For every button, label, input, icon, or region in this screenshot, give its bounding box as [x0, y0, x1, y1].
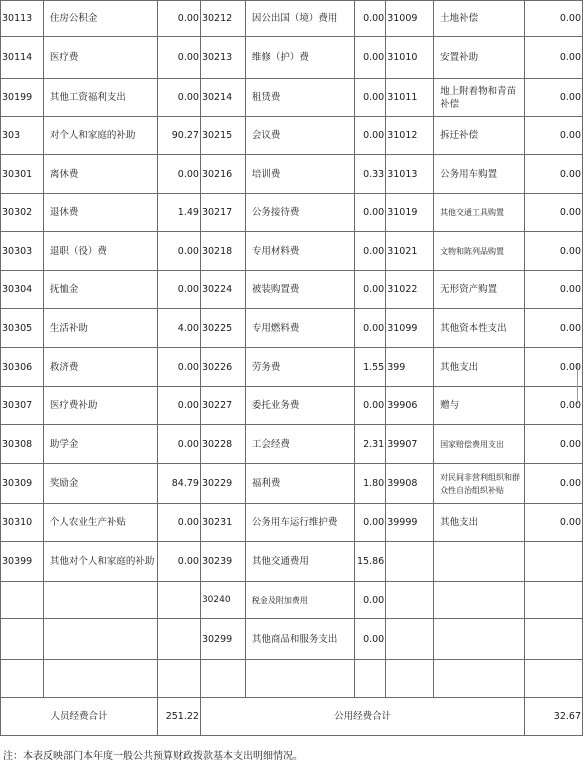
item-name-cell [434, 582, 525, 619]
edge-divider [577, 364, 583, 404]
amount-cell: 0.00 [158, 425, 201, 464]
code-cell: 31022 [386, 271, 434, 309]
table-row [1, 309, 583, 348]
item-name-cell: 对民间非营利组织和群众性自治组织补贴 [434, 464, 525, 504]
item-name-cell: 医疗费 [43, 37, 157, 79]
item-name-cell: 税金及附加费用 [245, 582, 354, 619]
table-row [1, 504, 583, 542]
item-name-cell: 拆迁补偿 [434, 117, 525, 155]
table-row [1, 582, 583, 619]
item-name-cell: 公务用车购置 [434, 155, 525, 194]
code-cell: 39907 [386, 425, 434, 464]
item-name-cell [434, 619, 525, 660]
amount-cell: 0.00 [158, 1, 201, 37]
code-cell: 30226 [200, 348, 245, 387]
code-cell: 31021 [386, 232, 434, 271]
amount-cell: 0.00 [525, 155, 583, 194]
item-name-cell: 奖励金 [43, 464, 157, 504]
table-row [1, 117, 583, 155]
code-cell: 30303 [1, 232, 44, 271]
table-row [1, 194, 583, 232]
item-name-cell: 其他商品和服务支出 [245, 619, 354, 660]
totals-row [1, 698, 583, 736]
amount-cell: 0.00 [355, 79, 386, 117]
code-cell: 30218 [200, 232, 245, 271]
amount-cell: 1.49 [158, 194, 201, 232]
item-name-cell: 被装购置费 [245, 271, 354, 309]
code-cell: 30239 [200, 542, 245, 582]
amount-cell: 0.00 [525, 504, 583, 542]
table-note: 注：本表反映部门本年度一般公共预算财政拨款基本支出明细情况。 [3, 751, 303, 762]
amount-cell [158, 619, 201, 660]
amount-cell: 0.00 [158, 504, 201, 542]
amount-cell: 0.00 [525, 348, 583, 387]
table-body [1, 1, 583, 698]
table-row [1, 542, 583, 582]
amount-cell [525, 660, 583, 698]
amount-cell: 0.00 [158, 387, 201, 425]
code-cell [1, 619, 44, 660]
item-name-cell: 救济费 [43, 348, 157, 387]
table-row [1, 660, 583, 698]
amount-cell: 0.00 [525, 194, 583, 232]
table-row [1, 348, 583, 387]
item-name-cell: 其他对个人和家庭的补助 [43, 542, 157, 582]
item-name-cell: 国家赔偿费用支出 [434, 425, 525, 464]
code-cell: 31011 [386, 79, 434, 117]
amount-cell: 0.00 [158, 271, 201, 309]
amount-cell: 0.00 [525, 37, 583, 79]
table-row [1, 271, 583, 309]
item-name-cell [43, 582, 157, 619]
item-name-cell: 其他交通费用 [245, 542, 354, 582]
amount-cell [158, 660, 201, 698]
item-name-cell: 个人农业生产补贴 [43, 504, 157, 542]
table-row [1, 425, 583, 464]
code-cell: 30310 [1, 504, 44, 542]
item-name-cell: 安置补助 [434, 37, 525, 79]
code-cell: 30302 [1, 194, 44, 232]
code-cell: 30213 [200, 37, 245, 79]
table-row [1, 619, 583, 660]
code-cell: 31009 [386, 1, 434, 37]
item-name-cell: 其他资本性支出 [434, 309, 525, 348]
code-cell: 30306 [1, 348, 44, 387]
code-cell: 30304 [1, 271, 44, 309]
item-name-cell: 租赁费 [245, 79, 354, 117]
code-cell: 30114 [1, 37, 44, 79]
code-cell: 30214 [200, 79, 245, 117]
item-name-cell: 会议费 [245, 117, 354, 155]
amount-cell: 0.00 [355, 619, 386, 660]
item-name-cell: 抚恤金 [43, 271, 157, 309]
amount-cell: 0.00 [525, 309, 583, 348]
item-name-cell: 维修（护）费 [245, 37, 354, 79]
item-name-cell: 地上附着物和青苗补偿 [434, 79, 525, 117]
amount-cell: 0.00 [525, 271, 583, 309]
code-cell [386, 619, 434, 660]
amount-cell: 0.00 [525, 232, 583, 271]
amount-cell: 4.00 [158, 309, 201, 348]
table-row [1, 387, 583, 425]
code-cell: 30227 [200, 387, 245, 425]
code-cell [200, 660, 245, 698]
amount-cell: 0.00 [158, 79, 201, 117]
item-name-cell: 因公出国（境）费用 [245, 1, 354, 37]
code-cell: 30307 [1, 387, 44, 425]
amount-cell: 90.27 [158, 117, 201, 155]
item-name-cell: 土地补偿 [434, 1, 525, 37]
amount-cell: 0.00 [355, 117, 386, 155]
code-cell: 39906 [386, 387, 434, 425]
amount-cell: 2.31 [355, 425, 386, 464]
code-cell: 31019 [386, 194, 434, 232]
amount-cell [525, 542, 583, 582]
code-cell: 30224 [200, 271, 245, 309]
amount-cell: 15.86 [355, 542, 386, 582]
amount-cell [525, 582, 583, 619]
amount-cell: 0.00 [158, 542, 201, 582]
code-cell: 30240 [200, 582, 245, 619]
item-name-cell: 住房公积金 [43, 1, 157, 37]
amount-cell: 0.00 [355, 271, 386, 309]
item-name-cell: 其他支出 [434, 348, 525, 387]
code-cell: 30217 [200, 194, 245, 232]
amount-cell: 0.00 [355, 582, 386, 619]
table-row [1, 1, 583, 37]
code-cell: 30309 [1, 464, 44, 504]
item-name-cell: 专用燃料费 [245, 309, 354, 348]
code-cell: 31013 [386, 155, 434, 194]
code-cell: 30212 [200, 1, 245, 37]
table-row [1, 37, 583, 79]
item-name-cell: 离休费 [43, 155, 157, 194]
code-cell [1, 582, 44, 619]
item-name-cell: 公务接待费 [245, 194, 354, 232]
item-name-cell: 其他交通工具购置 [434, 194, 525, 232]
amount-cell: 0.00 [355, 1, 386, 37]
code-cell: 30228 [200, 425, 245, 464]
amount-cell: 0.00 [158, 232, 201, 271]
code-cell: 30216 [200, 155, 245, 194]
amount-cell: 0.00 [355, 37, 386, 79]
code-cell: 30399 [1, 542, 44, 582]
amount-cell: 84.79 [158, 464, 201, 504]
code-cell [386, 660, 434, 698]
code-cell: 39908 [386, 464, 434, 504]
amount-cell: 0.00 [525, 425, 583, 464]
item-name-cell [43, 619, 157, 660]
item-name-cell: 其他工资福利支出 [43, 79, 157, 117]
code-cell: 30229 [200, 464, 245, 504]
item-name-cell: 福利费 [245, 464, 354, 504]
amount-cell: 0.00 [525, 79, 583, 117]
code-cell: 39999 [386, 504, 434, 542]
amount-cell: 0.00 [355, 504, 386, 542]
item-name-cell [245, 660, 354, 698]
code-cell [1, 660, 44, 698]
code-cell: 303 [1, 117, 44, 155]
item-name-cell: 退职（役）费 [43, 232, 157, 271]
code-cell: 30299 [200, 619, 245, 660]
public-total-value: 32.67 [525, 698, 583, 736]
item-name-cell [43, 660, 157, 698]
amount-cell: 0.00 [525, 464, 583, 504]
code-cell: 30301 [1, 155, 44, 194]
amount-cell [525, 619, 583, 660]
amount-cell: 0.00 [355, 309, 386, 348]
table-row [1, 464, 583, 504]
item-name-cell: 其他支出 [434, 504, 525, 542]
item-name-cell [434, 660, 525, 698]
amount-cell: 0.00 [525, 1, 583, 37]
code-cell [386, 542, 434, 582]
amount-cell: 0.00 [355, 232, 386, 271]
code-cell: 31010 [386, 37, 434, 79]
item-name-cell: 退休费 [43, 194, 157, 232]
item-name-cell: 赠与 [434, 387, 525, 425]
amount-cell: 0.00 [525, 117, 583, 155]
code-cell: 30215 [200, 117, 245, 155]
item-name-cell: 文物和陈列品购置 [434, 232, 525, 271]
item-name-cell: 无形资产购置 [434, 271, 525, 309]
code-cell: 30305 [1, 309, 44, 348]
code-cell: 399 [386, 348, 434, 387]
amount-cell: 0.00 [158, 37, 201, 79]
table-row [1, 155, 583, 194]
item-name-cell: 劳务费 [245, 348, 354, 387]
code-cell: 31012 [386, 117, 434, 155]
item-name-cell: 培训费 [245, 155, 354, 194]
table-row [1, 232, 583, 271]
amount-cell: 1.80 [355, 464, 386, 504]
table-row [1, 79, 583, 117]
amount-cell: 0.00 [158, 348, 201, 387]
amount-cell: 0.00 [355, 387, 386, 425]
item-name-cell: 医疗费补助 [43, 387, 157, 425]
amount-cell: 1.55 [355, 348, 386, 387]
code-cell [386, 582, 434, 619]
public-total-label: 公用经费合计 [200, 698, 524, 736]
personnel-total-label: 人员经费合计 [1, 698, 158, 736]
amount-cell [355, 660, 386, 698]
item-name-cell: 工会经费 [245, 425, 354, 464]
code-cell: 30225 [200, 309, 245, 348]
code-cell: 30199 [1, 79, 44, 117]
item-name-cell: 公务用车运行维护费 [245, 504, 354, 542]
code-cell: 31099 [386, 309, 434, 348]
amount-cell [158, 582, 201, 619]
code-cell: 30113 [1, 1, 44, 37]
item-name-cell: 生活补助 [43, 309, 157, 348]
amount-cell: 0.00 [158, 155, 201, 194]
code-cell: 30231 [200, 504, 245, 542]
item-name-cell: 助学金 [43, 425, 157, 464]
personnel-total-value: 251.22 [158, 698, 201, 736]
amount-cell: 0.00 [355, 194, 386, 232]
item-name-cell: 委托业务费 [245, 387, 354, 425]
amount-cell: 0.33 [355, 155, 386, 194]
code-cell: 30308 [1, 425, 44, 464]
amount-cell: 0.00 [525, 387, 583, 425]
item-name-cell: 对个人和家庭的补助 [43, 117, 157, 155]
item-name-cell: 专用材料费 [245, 232, 354, 271]
item-name-cell [434, 542, 525, 582]
